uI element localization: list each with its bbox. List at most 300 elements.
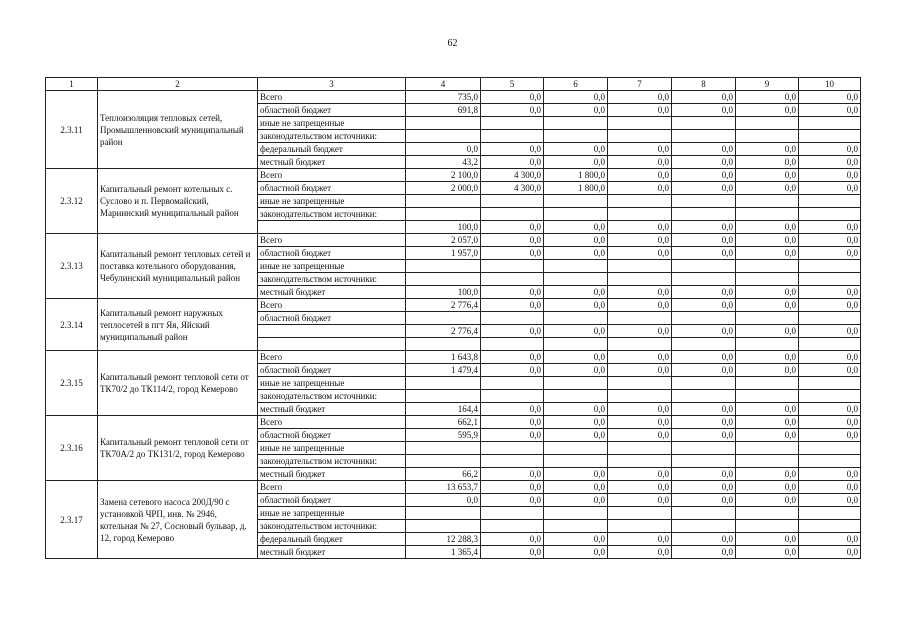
- value-cell: 0,0: [736, 494, 799, 507]
- value-cell: 164,4: [406, 403, 481, 416]
- header-cell: 7: [608, 78, 672, 91]
- value-cell: 0,0: [481, 234, 544, 247]
- value-cell: 0,0: [481, 364, 544, 377]
- value-cell: 0,0: [672, 533, 736, 546]
- funding-source: Всего: [258, 169, 406, 182]
- item-name: Теплоизоляция тепловых сетей, Промышленновский муниципальный район: [98, 91, 258, 169]
- value-cell: 0,0: [672, 416, 736, 429]
- value-cell: [406, 520, 481, 533]
- value-cell: 0,0: [544, 325, 608, 338]
- value-cell: [736, 390, 799, 403]
- value-cell: 0,0: [799, 286, 861, 299]
- value-cell: [481, 130, 544, 143]
- value-cell: [799, 390, 861, 403]
- value-cell: 0,0: [672, 299, 736, 312]
- value-cell: 0,0: [544, 429, 608, 442]
- value-cell: 0,0: [672, 91, 736, 104]
- funding-source: Всего: [258, 91, 406, 104]
- value-cell: [406, 260, 481, 273]
- value-cell: 0,0: [736, 468, 799, 481]
- value-cell: [672, 130, 736, 143]
- value-cell: 0,0: [544, 299, 608, 312]
- value-cell: 0,0: [481, 351, 544, 364]
- funding-source: областной бюджет: [258, 364, 406, 377]
- value-cell: 2 776,4: [406, 299, 481, 312]
- funding-source: местный бюджет: [258, 156, 406, 169]
- header-cell: 3: [258, 78, 406, 91]
- value-cell: 0,0: [481, 429, 544, 442]
- value-cell: 0,0: [481, 221, 544, 234]
- funding-source: [258, 325, 406, 338]
- funding-source: иные не запрещенные: [258, 260, 406, 273]
- value-cell: [736, 273, 799, 286]
- value-cell: 0,0: [544, 91, 608, 104]
- value-cell: 0,0: [672, 286, 736, 299]
- value-cell: [672, 520, 736, 533]
- value-cell: [406, 273, 481, 286]
- value-cell: [406, 377, 481, 390]
- value-cell: [481, 442, 544, 455]
- funding-source: [258, 338, 406, 351]
- item-name: Капитальный ремонт тепловых сетей и поставка котельного оборудования, Чебулинский муниципальный район: [98, 234, 258, 299]
- value-cell: 0,0: [608, 156, 672, 169]
- value-cell: [799, 273, 861, 286]
- value-cell: [406, 130, 481, 143]
- value-cell: 0,0: [481, 494, 544, 507]
- value-cell: 0,0: [544, 234, 608, 247]
- item-code: 2.3.17: [46, 481, 98, 559]
- value-cell: 0,0: [672, 143, 736, 156]
- value-cell: [406, 390, 481, 403]
- value-cell: 0,0: [672, 156, 736, 169]
- value-cell: 0,0: [799, 533, 861, 546]
- value-cell: 0,0: [544, 221, 608, 234]
- value-cell: 0,0: [481, 481, 544, 494]
- value-cell: [736, 455, 799, 468]
- value-cell: 0,0: [608, 351, 672, 364]
- value-cell: 0,0: [799, 156, 861, 169]
- value-cell: [672, 195, 736, 208]
- value-cell: 0,0: [544, 364, 608, 377]
- funding-source: Всего: [258, 351, 406, 364]
- funding-source: законодательством источники:: [258, 130, 406, 143]
- value-cell: 0,0: [672, 429, 736, 442]
- table-body: [46, 78, 861, 559]
- value-cell: [608, 273, 672, 286]
- funding-source: иные не запрещенные: [258, 195, 406, 208]
- value-cell: [608, 442, 672, 455]
- funding-source: законодательством источники:: [258, 455, 406, 468]
- value-cell: [799, 338, 861, 351]
- value-cell: 0,0: [799, 546, 861, 559]
- value-cell: 0,0: [799, 182, 861, 195]
- value-cell: 0,0: [672, 481, 736, 494]
- value-cell: 0,0: [736, 104, 799, 117]
- value-cell: [608, 260, 672, 273]
- value-cell: 0,0: [608, 364, 672, 377]
- value-cell: 0,0: [672, 494, 736, 507]
- value-cell: [544, 260, 608, 273]
- funding-source: местный бюджет: [258, 546, 406, 559]
- value-cell: 0,0: [544, 533, 608, 546]
- value-cell: [406, 208, 481, 221]
- value-cell: 1 800,0: [544, 169, 608, 182]
- value-cell: 0,0: [736, 169, 799, 182]
- value-cell: 0,0: [608, 481, 672, 494]
- value-cell: 595,9: [406, 429, 481, 442]
- value-cell: [799, 455, 861, 468]
- value-cell: 0,0: [481, 247, 544, 260]
- value-cell: 0,0: [608, 416, 672, 429]
- item-code: 2.3.15: [46, 351, 98, 416]
- value-cell: 1 957,0: [406, 247, 481, 260]
- funding-source: Всего: [258, 234, 406, 247]
- funding-source: иные не запрещенные: [258, 117, 406, 130]
- value-cell: 0,0: [736, 403, 799, 416]
- value-cell: 0,0: [608, 234, 672, 247]
- value-cell: [544, 377, 608, 390]
- value-cell: [799, 442, 861, 455]
- funding-source: иные не запрещенные: [258, 442, 406, 455]
- value-cell: [736, 507, 799, 520]
- value-cell: [406, 338, 481, 351]
- funding-source: Всего: [258, 481, 406, 494]
- value-cell: 0,0: [544, 351, 608, 364]
- value-cell: 0,0: [799, 468, 861, 481]
- value-cell: 0,0: [481, 416, 544, 429]
- value-cell: [481, 507, 544, 520]
- funding-source: законодательством источники:: [258, 390, 406, 403]
- value-cell: [608, 130, 672, 143]
- value-cell: [672, 390, 736, 403]
- value-cell: 0,0: [481, 286, 544, 299]
- page-number: 62: [447, 38, 458, 49]
- value-cell: 662,1: [406, 416, 481, 429]
- value-cell: 0,0: [544, 416, 608, 429]
- value-cell: 735,0: [406, 91, 481, 104]
- value-cell: 0,0: [481, 156, 544, 169]
- value-cell: 0,0: [608, 91, 672, 104]
- value-cell: 2 100,0: [406, 169, 481, 182]
- header-cell: 8: [672, 78, 736, 91]
- value-cell: [481, 117, 544, 130]
- value-cell: [799, 117, 861, 130]
- value-cell: [544, 455, 608, 468]
- value-cell: [736, 117, 799, 130]
- value-cell: 0,0: [736, 182, 799, 195]
- value-cell: 691,8: [406, 104, 481, 117]
- value-cell: [608, 390, 672, 403]
- value-cell: [481, 455, 544, 468]
- value-cell: [608, 195, 672, 208]
- value-cell: [608, 338, 672, 351]
- value-cell: [672, 273, 736, 286]
- value-cell: 0,0: [799, 429, 861, 442]
- value-cell: 0,0: [481, 299, 544, 312]
- funding-source: федеральный бюджет: [258, 533, 406, 546]
- value-cell: 0,0: [736, 234, 799, 247]
- value-cell: 0,0: [481, 91, 544, 104]
- value-cell: [481, 260, 544, 273]
- value-cell: 0,0: [672, 247, 736, 260]
- value-cell: [672, 260, 736, 273]
- funding-source: федеральный бюджет: [258, 143, 406, 156]
- value-cell: 0,0: [672, 234, 736, 247]
- funding-source: Всего: [258, 299, 406, 312]
- value-cell: 0,0: [736, 143, 799, 156]
- value-cell: [608, 520, 672, 533]
- value-cell: 0,0: [481, 546, 544, 559]
- value-cell: [481, 390, 544, 403]
- value-cell: [799, 195, 861, 208]
- value-cell: 0,0: [544, 156, 608, 169]
- value-cell: 0,0: [544, 468, 608, 481]
- table-row: [46, 416, 861, 429]
- funding-source: областной бюджет: [258, 494, 406, 507]
- value-cell: [672, 117, 736, 130]
- value-cell: 0,0: [608, 169, 672, 182]
- value-cell: [799, 130, 861, 143]
- value-cell: 0,0: [736, 91, 799, 104]
- value-cell: [544, 520, 608, 533]
- value-cell: [672, 338, 736, 351]
- value-cell: 0,0: [799, 299, 861, 312]
- funding-source: законодательством источники:: [258, 273, 406, 286]
- value-cell: 0,0: [544, 143, 608, 156]
- item-code: 2.3.11: [46, 91, 98, 169]
- value-cell: 0,0: [799, 143, 861, 156]
- value-cell: 0,0: [608, 247, 672, 260]
- value-cell: [799, 312, 861, 325]
- value-cell: [608, 377, 672, 390]
- item-code: 2.3.13: [46, 234, 98, 299]
- value-cell: 0,0: [544, 403, 608, 416]
- value-cell: 0,0: [481, 104, 544, 117]
- value-cell: [608, 455, 672, 468]
- value-cell: [544, 312, 608, 325]
- value-cell: [672, 455, 736, 468]
- value-cell: [406, 117, 481, 130]
- value-cell: [608, 208, 672, 221]
- value-cell: [672, 312, 736, 325]
- value-cell: 100,0: [406, 286, 481, 299]
- value-cell: [406, 507, 481, 520]
- value-cell: [406, 455, 481, 468]
- value-cell: 0,0: [608, 325, 672, 338]
- value-cell: 0,0: [672, 403, 736, 416]
- value-cell: [736, 195, 799, 208]
- value-cell: 0,0: [481, 143, 544, 156]
- value-cell: 0,0: [608, 299, 672, 312]
- value-cell: 0,0: [799, 416, 861, 429]
- value-cell: 100,0: [406, 221, 481, 234]
- value-cell: [608, 117, 672, 130]
- value-cell: 4 300,0: [481, 182, 544, 195]
- value-cell: 0,0: [481, 468, 544, 481]
- value-cell: 0,0: [736, 156, 799, 169]
- item-code: 2.3.14: [46, 299, 98, 351]
- value-cell: [406, 312, 481, 325]
- value-cell: 2 000,0: [406, 182, 481, 195]
- funding-source: законодательством источники:: [258, 520, 406, 533]
- value-cell: [544, 195, 608, 208]
- item-code: 2.3.12: [46, 169, 98, 234]
- value-cell: 2 776,4: [406, 325, 481, 338]
- value-cell: [799, 507, 861, 520]
- value-cell: [736, 377, 799, 390]
- value-cell: [799, 377, 861, 390]
- value-cell: [799, 520, 861, 533]
- value-cell: 0,0: [608, 403, 672, 416]
- value-cell: 0,0: [608, 546, 672, 559]
- value-cell: [608, 312, 672, 325]
- table-row: [46, 299, 861, 312]
- funding-source: областной бюджет: [258, 429, 406, 442]
- table-row: [46, 351, 861, 364]
- budget-table: [45, 77, 861, 559]
- value-cell: 1 800,0: [544, 182, 608, 195]
- value-cell: 0,0: [799, 104, 861, 117]
- value-cell: [481, 208, 544, 221]
- value-cell: [481, 195, 544, 208]
- funding-source: областной бюджет: [258, 104, 406, 117]
- value-cell: [406, 442, 481, 455]
- header-cell: 6: [544, 78, 608, 91]
- funding-source: областной бюджет: [258, 312, 406, 325]
- value-cell: [736, 312, 799, 325]
- value-cell: [672, 208, 736, 221]
- value-cell: [799, 208, 861, 221]
- value-cell: 13 653,7: [406, 481, 481, 494]
- value-cell: 0,0: [608, 468, 672, 481]
- funding-source: местный бюджет: [258, 468, 406, 481]
- value-cell: 0,0: [608, 143, 672, 156]
- value-cell: 0,0: [608, 533, 672, 546]
- value-cell: [736, 260, 799, 273]
- value-cell: 0,0: [736, 429, 799, 442]
- value-cell: 0,0: [672, 325, 736, 338]
- value-cell: 0,0: [672, 104, 736, 117]
- value-cell: 0,0: [799, 169, 861, 182]
- value-cell: [544, 273, 608, 286]
- value-cell: 2 057,0: [406, 234, 481, 247]
- value-cell: [672, 507, 736, 520]
- value-cell: 0,0: [736, 351, 799, 364]
- value-cell: 0,0: [608, 286, 672, 299]
- value-cell: 0,0: [799, 91, 861, 104]
- value-cell: 0,0: [544, 247, 608, 260]
- header-cell: 4: [406, 78, 481, 91]
- value-cell: 0,0: [544, 546, 608, 559]
- value-cell: 0,0: [736, 546, 799, 559]
- funding-source: Всего: [258, 416, 406, 429]
- value-cell: 0,0: [736, 533, 799, 546]
- value-cell: 0,0: [672, 351, 736, 364]
- value-cell: 0,0: [406, 143, 481, 156]
- value-cell: [799, 260, 861, 273]
- value-cell: 0,0: [544, 286, 608, 299]
- item-name: Замена сетевого насоса 200Д/90 с установкой ЧРП, инв. № 2946, котельная № 27, Сосновый бульвар, д. 12, город Кемерово: [98, 481, 258, 559]
- header-cell: 10: [799, 78, 861, 91]
- header-cell: 1: [46, 78, 98, 91]
- value-cell: 0,0: [799, 234, 861, 247]
- value-cell: 0,0: [608, 429, 672, 442]
- value-cell: 43,2: [406, 156, 481, 169]
- item-code: 2.3.16: [46, 416, 98, 481]
- value-cell: 0,0: [481, 533, 544, 546]
- item-name: Капитальный ремонт наружных теплосетей в пгт Яя, Яйский муниципальный район: [98, 299, 258, 351]
- value-cell: 0,0: [672, 364, 736, 377]
- value-cell: 0,0: [799, 481, 861, 494]
- value-cell: 0,0: [608, 221, 672, 234]
- value-cell: [736, 442, 799, 455]
- funding-source: областной бюджет: [258, 247, 406, 260]
- value-cell: [544, 208, 608, 221]
- value-cell: [736, 338, 799, 351]
- value-cell: 0,0: [544, 494, 608, 507]
- value-cell: 0,0: [672, 169, 736, 182]
- value-cell: 0,0: [799, 494, 861, 507]
- value-cell: [544, 507, 608, 520]
- value-cell: [544, 130, 608, 143]
- value-cell: [672, 442, 736, 455]
- value-cell: [481, 520, 544, 533]
- value-cell: 0,0: [799, 351, 861, 364]
- header-cell: 9: [736, 78, 799, 91]
- value-cell: 0,0: [406, 494, 481, 507]
- funding-source: местный бюджет: [258, 286, 406, 299]
- funding-source: иные не запрещенные: [258, 507, 406, 520]
- value-cell: 0,0: [799, 403, 861, 416]
- value-cell: [481, 377, 544, 390]
- value-cell: [481, 312, 544, 325]
- value-cell: [544, 442, 608, 455]
- value-cell: 0,0: [736, 481, 799, 494]
- value-cell: 0,0: [736, 325, 799, 338]
- value-cell: 0,0: [736, 416, 799, 429]
- funding-source: местный бюджет: [258, 403, 406, 416]
- table-row: [46, 234, 861, 247]
- value-cell: 0,0: [736, 286, 799, 299]
- value-cell: [544, 117, 608, 130]
- value-cell: 0,0: [672, 546, 736, 559]
- value-cell: [544, 338, 608, 351]
- value-cell: 0,0: [672, 468, 736, 481]
- value-cell: 0,0: [481, 403, 544, 416]
- value-cell: 66,2: [406, 468, 481, 481]
- value-cell: [736, 208, 799, 221]
- value-cell: 0,0: [736, 247, 799, 260]
- table-row: [46, 169, 861, 182]
- item-name: Капитальный ремонт тепловой сети от ТК70/2 до ТК114/2, город Кемерово: [98, 351, 258, 416]
- funding-source: [258, 221, 406, 234]
- value-cell: 0,0: [544, 481, 608, 494]
- value-cell: 0,0: [799, 221, 861, 234]
- value-cell: 0,0: [608, 104, 672, 117]
- funding-source: иные не запрещенные: [258, 377, 406, 390]
- funding-source: законодательством источники:: [258, 208, 406, 221]
- table-row: [46, 91, 861, 104]
- value-cell: 1 365,4: [406, 546, 481, 559]
- value-cell: 0,0: [672, 221, 736, 234]
- value-cell: [608, 507, 672, 520]
- value-cell: [736, 130, 799, 143]
- value-cell: [736, 520, 799, 533]
- value-cell: [481, 273, 544, 286]
- value-cell: 0,0: [736, 221, 799, 234]
- value-cell: [481, 338, 544, 351]
- value-cell: 0,0: [799, 325, 861, 338]
